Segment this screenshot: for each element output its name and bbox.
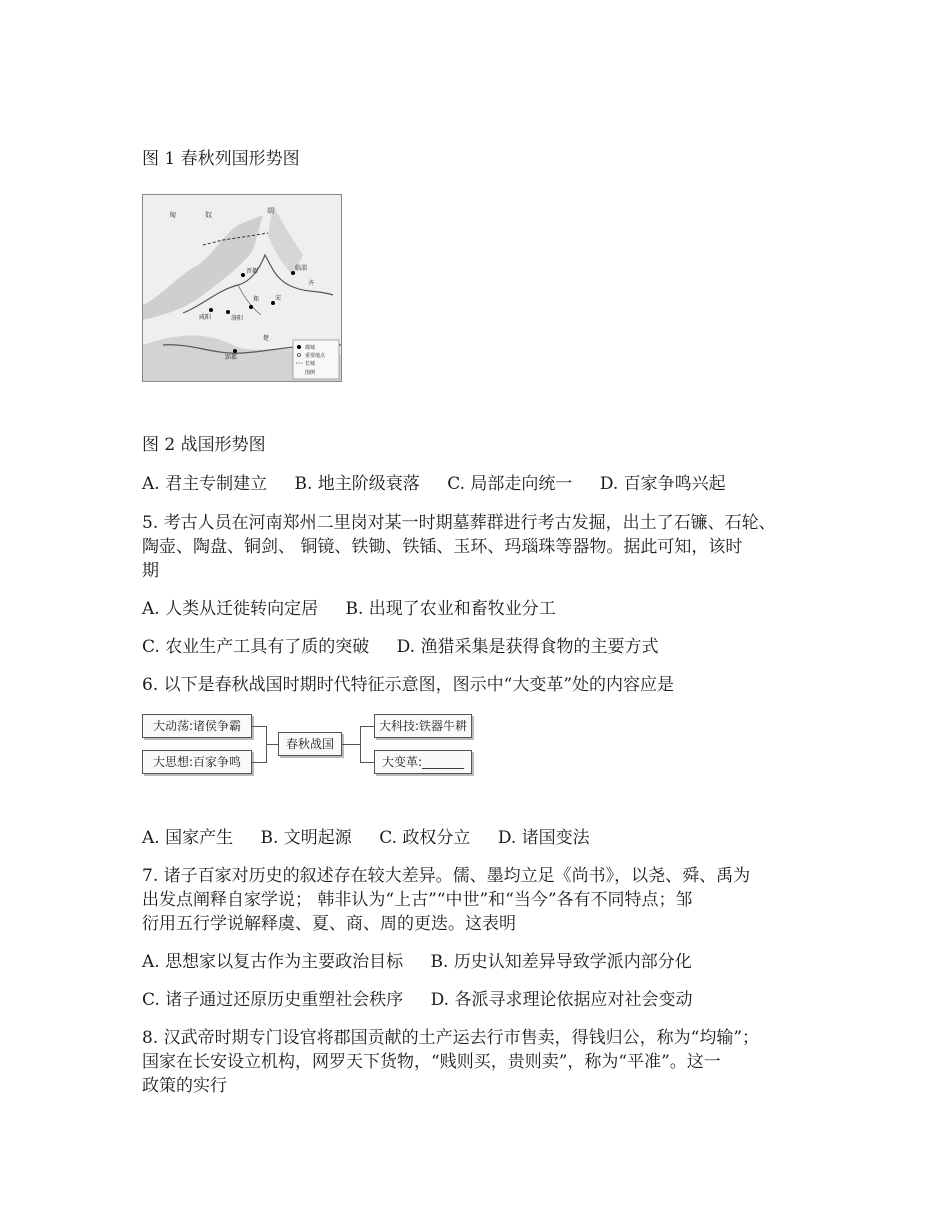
question-7-options-row1	[142, 951, 714, 973]
option-d[interactable]: D. 各派寻求理论依据应对社会变动	[430, 990, 693, 1010]
map-label: 匈	[169, 211, 176, 219]
question-8-stem: 政策的实行	[142, 1076, 227, 1096]
city-dot	[249, 305, 253, 309]
map-label: 郢都	[225, 354, 238, 361]
option-b[interactable]: B. 文明起源	[260, 828, 352, 848]
map-label: 临淄	[295, 265, 308, 272]
map-label: 咸阳	[199, 314, 212, 321]
legend-capital-symbol	[297, 345, 301, 349]
question-7-stem: 7. 诸子百家对历史的叙述存在较大差异。儒、墨均立足《尚书》，以尧、舜、禹为	[142, 866, 751, 886]
city-dot	[226, 310, 230, 314]
question-5-options-row1	[142, 598, 578, 620]
option-a[interactable]: A. 思想家以复古作为主要政治目标	[142, 952, 404, 972]
diagram-box-center: 春秋战国	[278, 732, 342, 756]
map-label: 洛阳	[231, 315, 244, 322]
diagram-box-right-bottom: 大变革:_______	[374, 750, 472, 774]
connector	[360, 762, 374, 763]
map-label: 晋都	[246, 268, 259, 275]
question-7-stem: 衍用五行学说解释虞、夏、商、周的更迭。这表明	[142, 914, 516, 934]
map-drawing	[143, 195, 341, 381]
figure-2-caption: 图 2 战国形势图	[142, 435, 266, 455]
question-6-options	[142, 827, 612, 849]
option-c[interactable]: C. 局部走向统一	[447, 474, 573, 494]
question-7-options-row2	[142, 989, 714, 1011]
option-c[interactable]: C. 诸子通过还原历史重塑社会秩序	[142, 990, 404, 1010]
diagram-box-left-top: 大动荡:诸侯争霸	[142, 714, 252, 738]
legend-label: 重要地点	[305, 353, 326, 359]
option-b[interactable]: B. 出现了农业和畜牧业分工	[345, 599, 556, 619]
map-label: 宋	[275, 295, 282, 302]
map-label: 楚	[263, 335, 270, 342]
figure-1-caption: 图 1 春秋列国形势图	[142, 149, 300, 169]
connector	[342, 744, 360, 745]
city-dot	[209, 308, 213, 312]
diagram-box-right-top: 大科技:铁器牛耕	[374, 714, 472, 738]
question-8-stem: 国家在长安设立机构，网罗天下货物，“贱则买，贵则卖”，称为“平准”。这一	[142, 1052, 721, 1072]
map-label: 齐	[308, 280, 315, 287]
option-d[interactable]: D. 百家争鸣兴起	[599, 474, 726, 494]
option-b[interactable]: B. 历史认知差异导致学派内部分化	[430, 952, 692, 972]
legend-label: 都城	[305, 345, 316, 351]
question-6-stem: 6. 以下是春秋战国时期时代特征示意图，图示中“大变革”处的内容应是	[142, 675, 675, 695]
question-5-options-row2	[142, 636, 680, 658]
option-c[interactable]: C. 政权分立	[379, 828, 471, 848]
connector	[360, 726, 361, 763]
question-8-stem: 8. 汉武帝时期专门设官将郡国贡献的土产运去行市售卖，得钱归公，称为“均输”；	[142, 1028, 760, 1048]
option-c[interactable]: C. 农业生产工具有了质的突破	[142, 637, 370, 657]
connector	[252, 762, 266, 763]
spring-autumn-map	[142, 194, 342, 382]
city-dot	[241, 273, 245, 277]
option-d[interactable]: D. 诸国变法	[497, 828, 590, 848]
option-a[interactable]: A. 君主专制建立	[142, 474, 268, 494]
city-dot	[233, 349, 237, 353]
era-features-diagram	[142, 712, 477, 778]
diagram-box-left-bottom: 大思想:百家争鸣	[142, 750, 252, 774]
option-b[interactable]: B. 地主阶级衰落	[294, 474, 420, 494]
connector	[266, 744, 278, 745]
map-label: 奴	[205, 211, 212, 219]
option-d[interactable]: D. 渔猎采集是获得食物的主要方式	[396, 637, 659, 657]
map-label: 郑	[253, 296, 260, 303]
question-5-stem: 5. 考古人员在河南郑州二里岗对某一时期墓葬群进行考古发掘，出土了石镰、石轮、	[142, 513, 776, 533]
question-4-options	[142, 473, 748, 495]
option-a[interactable]: A. 国家产生	[142, 828, 234, 848]
question-7-stem: 出发点阐释自家学说； 韩非认为“上古”“中世”和“当今”各有不同特点；邹	[142, 890, 693, 910]
map-label: 胡	[267, 207, 274, 215]
connector	[252, 726, 266, 727]
question-5-stem: 陶壶、陶盘、铜剑、 铜镜、铁锄、铁锸、玉环、玛瑙珠等器物。据此可知，该时	[142, 537, 743, 557]
legend-label: 图例	[305, 370, 316, 376]
question-5-stem: 期	[142, 561, 159, 581]
legend-label: 长城	[305, 361, 316, 367]
option-a[interactable]: A. 人类从迁徙转向定居	[142, 599, 319, 619]
connector	[360, 726, 374, 727]
